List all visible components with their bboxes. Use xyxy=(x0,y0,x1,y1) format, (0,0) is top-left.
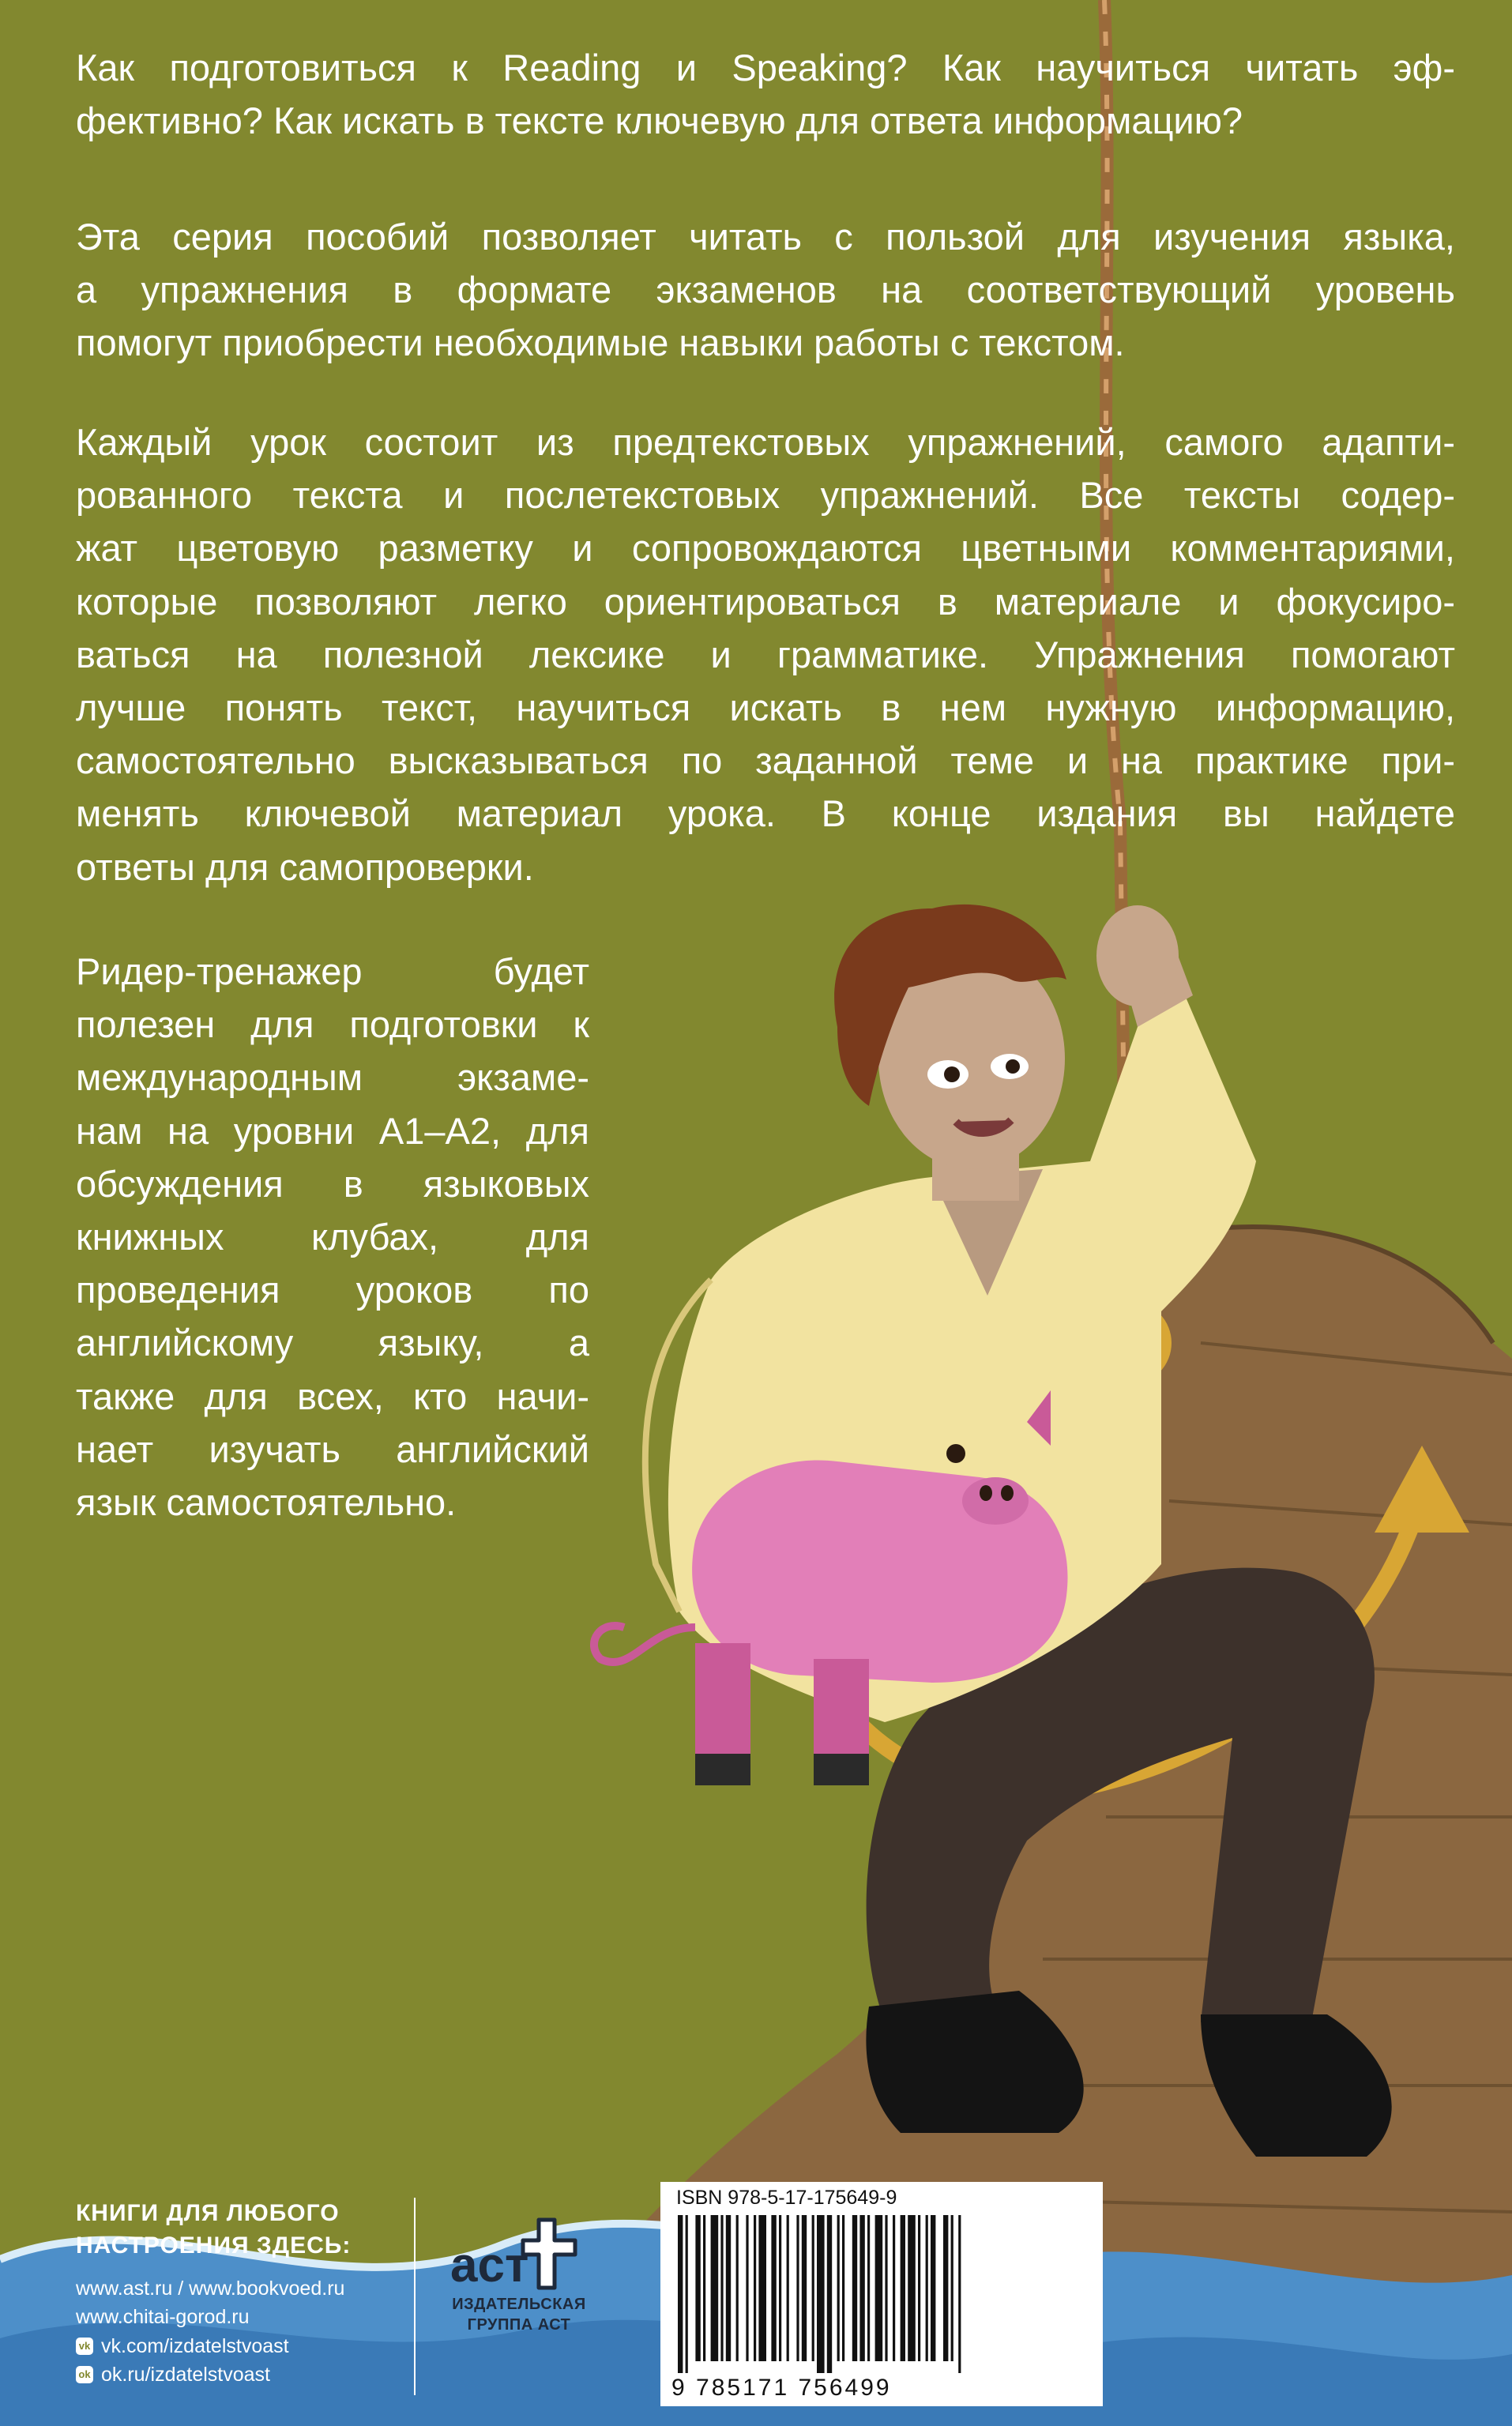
promo-heading xyxy=(76,2198,408,2262)
barcode-bar xyxy=(746,2215,748,2361)
text-line: рованного текста и послетекстовых упражнений. Все тексты содер- xyxy=(76,474,1455,517)
text-line: помогут приобрести необходимые навыки работы с текстом. xyxy=(76,322,1125,364)
barcode-bar xyxy=(711,2215,719,2361)
text-line: обсуждения в языковых xyxy=(76,1162,589,1205)
publisher-name-line: ГРУППА АСТ xyxy=(467,2316,571,2334)
ok-link-text: ok.ru/izdatelstvoast xyxy=(101,2363,270,2386)
text-line: проведения уроков по xyxy=(76,1269,589,1311)
promo-heading-line: КНИГИ ДЛЯ ЛЮБОГО xyxy=(76,2200,340,2226)
text-line: Эта серия пособий позволяет читать с пользой для изучения языка, xyxy=(76,216,1455,258)
barcode-bar xyxy=(908,2215,916,2361)
barcode-bar xyxy=(720,2215,723,2361)
barcode-bar xyxy=(867,2215,870,2361)
text-line: которые позволяют легко ориентироваться в материале и фокусиро- xyxy=(76,580,1455,622)
barcode-bar xyxy=(931,2215,935,2361)
text-line: язык самостоятельно. xyxy=(76,1481,457,1524)
barcode-bar xyxy=(827,2215,832,2373)
barcode-bar xyxy=(958,2215,961,2373)
barcode-bar xyxy=(918,2215,920,2361)
barcode-bar xyxy=(951,2215,953,2361)
barcode-bar xyxy=(771,2215,776,2361)
text-line: фективно? Как искать в тексте ключевую для ответа информацию? xyxy=(76,100,1243,142)
isbn-label: ISBN 978-5-17-175649-9 xyxy=(676,2187,897,2209)
barcode-bar xyxy=(787,2215,789,2361)
text-line: нам на уровни А1–А2, для xyxy=(76,1109,589,1152)
barcode-bars xyxy=(670,2215,1093,2373)
text-line: лучше понять текст, научиться искать в нем нужную информацию, xyxy=(76,686,1455,729)
barcode-bar xyxy=(837,2215,840,2361)
text-line: книжных клубах, для xyxy=(76,1216,589,1258)
vk-link[interactable] xyxy=(76,2332,408,2360)
barcode-bar xyxy=(758,2215,766,2361)
barcode-bar xyxy=(736,2215,739,2361)
intro-paragraph-1 xyxy=(76,41,1455,147)
barcode-bar xyxy=(754,2215,756,2361)
text-line: менять ключевой материал урока. В конце издания вы найдете xyxy=(76,792,1455,835)
barcode-bar xyxy=(901,2215,905,2361)
vk-link-text: vk.com/izdatelstvoast xyxy=(101,2334,289,2357)
barcode-bar xyxy=(686,2215,688,2373)
barcode-bar xyxy=(893,2215,895,2361)
barcode-bar xyxy=(852,2215,857,2361)
barcode-bar xyxy=(779,2215,781,2361)
text-line: полезен для подготовки к xyxy=(76,1003,589,1046)
isbn-barcode xyxy=(660,2182,1103,2406)
publisher-block xyxy=(436,2212,602,2335)
publisher-name xyxy=(436,2294,602,2335)
barcode-bar xyxy=(875,2215,883,2361)
barcode-digits: 9 785171 756499 xyxy=(671,2375,892,2401)
barcode-bar xyxy=(926,2215,928,2361)
text-line: английскому языку, а xyxy=(76,1322,589,1364)
ast-logo xyxy=(444,2212,594,2291)
footer-promo xyxy=(76,2198,408,2389)
text-line: а упражнения в формате экзаменов на соответствующий уровень xyxy=(76,269,1455,311)
website-link[interactable]: www.chitai-gorod.ru xyxy=(76,2306,250,2329)
text-line: жат цветовую разметку и сопровождаются цветными комментариями, xyxy=(76,527,1455,570)
text-line: нает изучать английский xyxy=(76,1427,589,1470)
text-line: ваться на полезной лексике и грамматике. Упражнения помогают xyxy=(76,633,1455,675)
ast-logo-text: аст xyxy=(450,2238,529,2291)
barcode-bar xyxy=(695,2215,700,2361)
text-line: Каждый урок состоит из предтекстовых упражнений, самого адапти- xyxy=(76,421,1455,463)
text-line: самостоятельно высказываться по заданной теме и на практике при- xyxy=(76,739,1455,782)
barcode-bar xyxy=(885,2215,887,2361)
intro-paragraph-2 xyxy=(76,210,1455,370)
publisher-name-line: ИЗДАТЕЛЬСКАЯ xyxy=(452,2296,586,2313)
barcode-bar xyxy=(859,2215,864,2361)
barcode-bar xyxy=(812,2215,814,2361)
ok-link[interactable] xyxy=(76,2360,408,2389)
text-line: также для всех, кто начи- xyxy=(76,1375,589,1417)
promo-heading-line: НАСТРОЕНИЯ ЗДЕСЬ: xyxy=(76,2232,352,2259)
intro-paragraph-4 xyxy=(76,945,589,1529)
barcode-bar xyxy=(796,2215,799,2361)
barcode-bar xyxy=(703,2215,705,2361)
hand xyxy=(1096,905,1179,1006)
text-line: международным экзаме- xyxy=(76,1056,589,1099)
text-line: Ридер-тренажер будет xyxy=(76,950,589,992)
barcode-bar xyxy=(943,2215,948,2361)
text-line: Как подготовиться к Reading и Speaking? Как научиться читать эф- xyxy=(76,47,1455,88)
barcode-bar xyxy=(817,2215,825,2373)
footer-divider xyxy=(414,2198,416,2395)
intro-paragraph-3 xyxy=(76,416,1455,893)
website-link[interactable]: www.ast.ru / www.bookvoed.ru xyxy=(76,2277,345,2300)
barcode-bar xyxy=(802,2215,807,2361)
ok-icon: ok xyxy=(76,2366,93,2383)
barcode-bar xyxy=(678,2215,683,2373)
text-line: ответы для самопроверки. xyxy=(76,845,534,888)
barcode-bar xyxy=(726,2215,731,2361)
barcode-bar xyxy=(842,2215,844,2361)
vk-icon: vk xyxy=(76,2338,93,2355)
